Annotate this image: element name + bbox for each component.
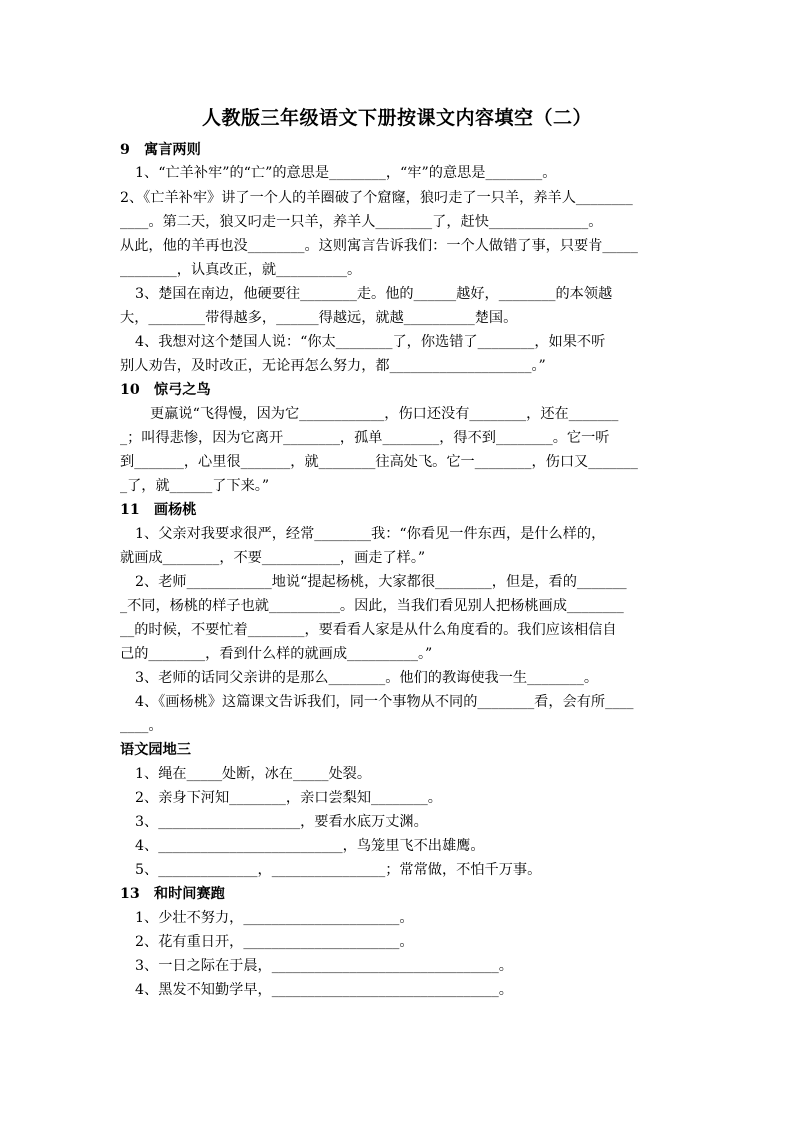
text-line: 更羸说“飞得慢，因为它____________，伤口还没有________，还在_______ [150, 406, 619, 422]
text-line: 4、__________________________，鸟笼里飞不出雄鹰。 [135, 838, 485, 854]
text-line: 1、“亡羊补牢”的“亡”的意思是________，“牢”的意思是________。 [135, 165, 557, 181]
text-line: 己的________，看到什么样的就画成__________。” [120, 646, 433, 662]
text-line: 大，________带得越多，______得越远，就越__________楚国。 [120, 310, 518, 326]
text-line: 4、《画杨桃》这篇课文告诉我们，同一个事物从不同的________看，会有所____ [135, 694, 634, 710]
text-line: ________，认真改正，就__________。 [120, 262, 362, 278]
text-line: 4、黑发不知勤学早，________________________________。 [135, 982, 513, 998]
text-line: 4、我想对这个楚国人说：“你太________了，你选错了________，如果不听 [135, 334, 606, 350]
section-heading-lesson-10: 10 惊弓之鸟 [120, 382, 211, 398]
text-line: _；叫得悲惨，因为它离开________，孤单________，得不到________。它一听 [120, 430, 610, 446]
text-line: 2、亲身下河知________，亲口尝梨知________。 [135, 790, 442, 806]
text-line: 3、楚国在南边，他硬要往________走。他的______越好，________的本领越 [135, 286, 613, 302]
text-line: _不同，杨桃的样子也就__________。因此，当我们看见别人把杨桃画成________ [120, 598, 624, 614]
text-line: 就画成________，不要___________，画走了样。” [120, 550, 426, 566]
text-line: 3、老师的话同父亲讲的是那么________。他们的教诲使我一生________。 [135, 670, 599, 686]
text-line: 别人劝告，及时改正，无论再怎么努力，都____________________。” [120, 358, 546, 374]
text-line: 1、绳在_____处断，冰在_____处裂。 [135, 766, 372, 782]
text-line: 到_______，心里很_______，就________往高处飞。它一________，伤口又_______ [120, 454, 638, 470]
text-line: 1、少壮不努力，______________________。 [135, 910, 414, 926]
text-line: 2、花有重日开，______________________。 [135, 934, 414, 950]
text-line: 3、一日之际在于晨，________________________________。 [135, 958, 513, 974]
text-line: 3、____________________，要看水底万丈渊。 [135, 814, 428, 830]
text-line: ____。第二天，狼又叼走一只羊，养羊人________了，赶快______________。 [120, 214, 603, 230]
text-line: 5、______________，________________；常常做，不怕千万事。 [135, 862, 542, 878]
text-line: 从此，他的羊再也没________。这则寓言告诉我们：一个人做错了事，只要肯_____ [120, 238, 638, 254]
section-heading-lesson-9: 9 寓言两则 [120, 142, 201, 158]
section-heading-yuwen-yuandi-3: 语文园地三 [120, 742, 191, 758]
text-line: _了，就______了下来。” [120, 478, 270, 494]
page-title: 人教版三年级语文下册按课文内容填空（二） [201, 107, 592, 129]
text-line: 1、父亲对我要求很严，经常________我：“你看见一件东西，是什么样的， [135, 526, 606, 542]
section-heading-lesson-11: 11 画杨桃 [120, 502, 197, 518]
text-line: __的时候，不要忙着________，要看看人家是从什么角度看的。我们应该相信自 [120, 622, 617, 638]
text-line: ____。 [120, 718, 163, 734]
text-line: 2、老师____________地说“提起杨桃，大家都很________，但是，看的_______ [135, 574, 627, 590]
section-heading-lesson-13: 13 和时间赛跑 [120, 886, 225, 902]
text-line: 2、《亡羊补牢》讲了一个人的羊圈破了个窟窿，狼叼走了一只羊，养羊人________ [120, 190, 633, 206]
